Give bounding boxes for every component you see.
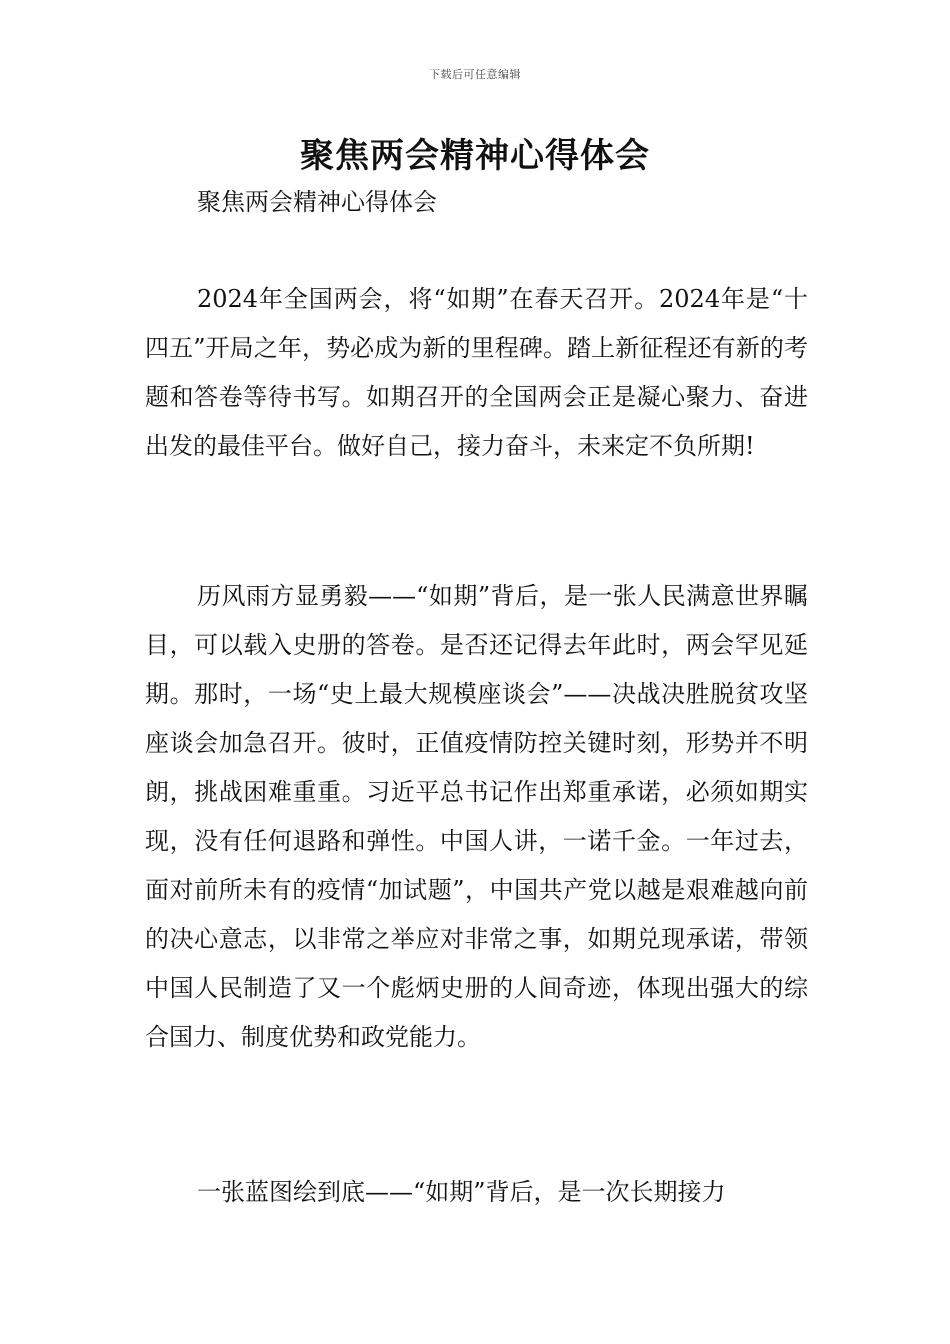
paragraph-2: 历风雨方显勇毅——“如期”背后，是一张人民满意世界瞩目，可以载入史册的答卷。是否还记得去年此时，两会罕见延期。那时，一场“史上最大规模座谈会”——决战决胜脱贫攻坚座谈会加急召开。彼时，正值疫情防控关键时刻，形势并不明朗，挑战困难重重。习近平总书记作出郑重承诺，必须如期实现，没有任何退路和弹性。中国人讲，一诺千金。一年过去，面对前所未有的疫情“加试题”，中国共产党以越是艰难越向前的决心意志，以非常之举应对非常之事，如期兑现承诺，带领中国人民制造了又一个彪炳史册的人间奇迹，体现出强大的综合国力、制度优势和政党能力。 — [145, 582, 808, 1051]
paragraph-1: 2024年全国两会，将“如期”在春天召开。2024年是“十四五”开局之年，势必成为新的里程碑。踏上新征程还有新的考题和答卷等待书写。如期召开的全国两会正是凝心聚力、奋进出发的最佳平台。做好自己，接力奋斗，未来定不负所期! — [145, 285, 808, 460]
paragraph-3: 一张蓝图绘到底——“如期”背后，是一次长期接力 — [197, 1178, 726, 1206]
document-title: 聚焦两会精神心得体会 — [300, 136, 650, 176]
header-note: 下载后可任意编辑 — [429, 68, 521, 81]
document-subtitle: 聚焦两会精神心得体会 — [197, 188, 437, 216]
